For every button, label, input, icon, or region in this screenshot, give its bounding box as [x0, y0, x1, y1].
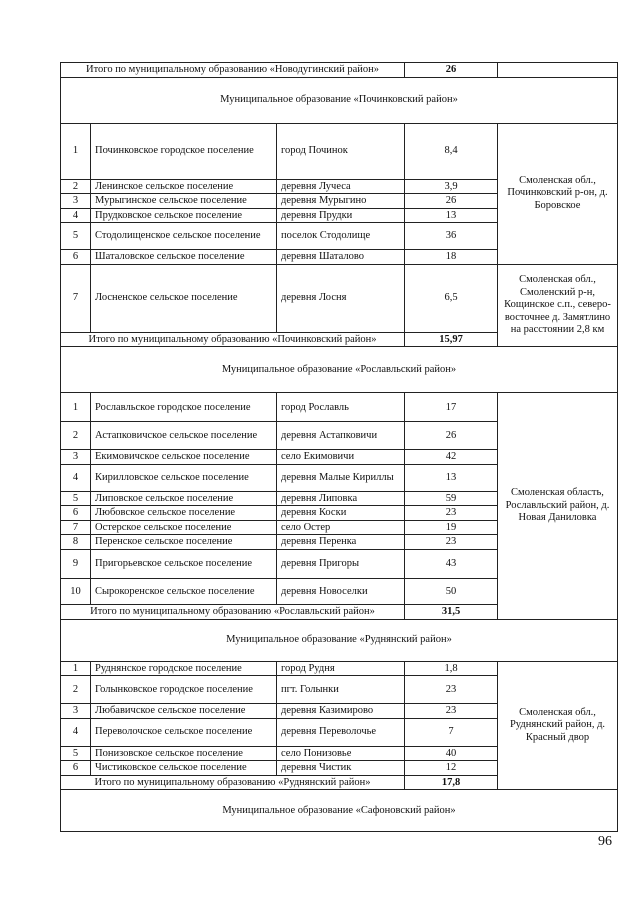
table-row: 5 Понизовское сельское поселение село Понизовье 40	[61, 746, 618, 761]
section-title: Муниципальное образование «Починковский район»	[61, 77, 618, 123]
section-header-roslavl	[61, 347, 618, 393]
table-row: 1 Рославльское городское поселение город Рославль 17 Смоленская область, Рославльский район, д. Новая Даниловка	[61, 393, 618, 422]
page-number: 96	[598, 834, 612, 849]
table-row: 3 Мурыгинское сельское поселение деревня Мурыгино 26	[61, 194, 618, 209]
table-row: 5 Липовское сельское поселение деревня Липовка 59	[61, 491, 618, 506]
table-row: 4 Прудковское сельское поселение деревня Прудки 13	[61, 208, 618, 223]
total-label: Итого по муниципальному образованию «Руднянский район»	[61, 775, 405, 790]
total-value: 15,97	[405, 332, 498, 347]
total-label: Итого по муниципальному образованию «Рославльский район»	[61, 605, 405, 620]
section-title: Муниципальное образование «Руднянский район»	[61, 619, 618, 661]
section-header-safonovo	[61, 790, 618, 832]
location-cell: Смоленская обл., Руднянский район, д. Красный двор	[498, 661, 618, 790]
municipal-table	[60, 62, 618, 832]
table-row: 6 Шаталовское сельское поселение деревня Шаталово 18	[61, 250, 618, 265]
location-cell: Смоленская обл., Починковский р-он, д. Боровское	[498, 123, 618, 264]
table-row: 6 Чистиковское сельское поселение деревня Чистик 12	[61, 761, 618, 776]
section-header-pochinok	[61, 77, 618, 123]
table-row: 6 Любовское сельское поселение деревня Коски 23	[61, 506, 618, 521]
total-row-novodugino	[61, 63, 618, 78]
table-row: 1 Руднянское городское поселение город Рудня 1,8 Смоленская обл., Руднянский район, д. Красный двор	[61, 661, 618, 676]
section-header-rudnya	[61, 619, 618, 661]
table-row: 3 Любавичское сельское поселение деревня Казимирово 23	[61, 704, 618, 719]
table-row: 4 Переволочское сельское поселение деревня Переволочье 7	[61, 718, 618, 746]
table-row: 2 Ленинское сельское поселение деревня Лучеса 3,9	[61, 179, 618, 194]
table-row: 9 Пригорьевское сельское поселение деревня Пригоры 43	[61, 550, 618, 579]
table-row: 7 Остерское сельское поселение село Остер 19	[61, 520, 618, 535]
table-row: 3 Екимовичское сельское поселение село Екимовичи 42	[61, 450, 618, 465]
total-value: 17,8	[405, 775, 498, 790]
table-row: 2 Голынковское городское поселение пгт. Голынки 23	[61, 676, 618, 704]
table-row: 2 Астапковичское сельское поселение деревня Астапковичи 26	[61, 422, 618, 450]
section-title: Муниципальное образование «Сафоновский район»	[61, 790, 618, 832]
section-title: Муниципальное образование «Рославльский район»	[61, 347, 618, 393]
location-cell: Смоленская область, Рославльский район, д. Новая Даниловка	[498, 393, 618, 619]
table-row: 7 Лосненское сельское поселение деревня Лосня 6,5 Смоленская обл., Смоленский р-н, Кощинское с.п., северо-восточнее д. Замятлино на расстоянии 2,8 км	[61, 264, 618, 332]
location-cell: Смоленская обл., Смоленский р-н, Кощинское с.п., северо-восточнее д. Замятлино на расстоянии 2,8 км	[498, 264, 618, 347]
total-label: Итого по муниципальному образованию «Новодугинский район»	[61, 63, 405, 78]
table-row: 5 Стодолищенское сельское поселение поселок Стодолище 36	[61, 223, 618, 250]
total-label: Итого по муниципальному образованию «Починковский район»	[61, 332, 405, 347]
table-row: 1 Починковское городское поселение город Починок 8,4 Смоленская обл., Починковский р-он, д. Боровское	[61, 123, 618, 179]
total-value: 31,5	[405, 605, 498, 620]
total-value: 26	[405, 63, 498, 78]
table-row: 4 Кирилловское сельское поселение деревня Малые Кириллы 13	[61, 464, 618, 491]
table-row: 10 Сырокоренское сельское поселение деревня Новоселки 50	[61, 579, 618, 605]
table-row: 8 Перенское сельское поселение деревня Перенка 23	[61, 535, 618, 550]
